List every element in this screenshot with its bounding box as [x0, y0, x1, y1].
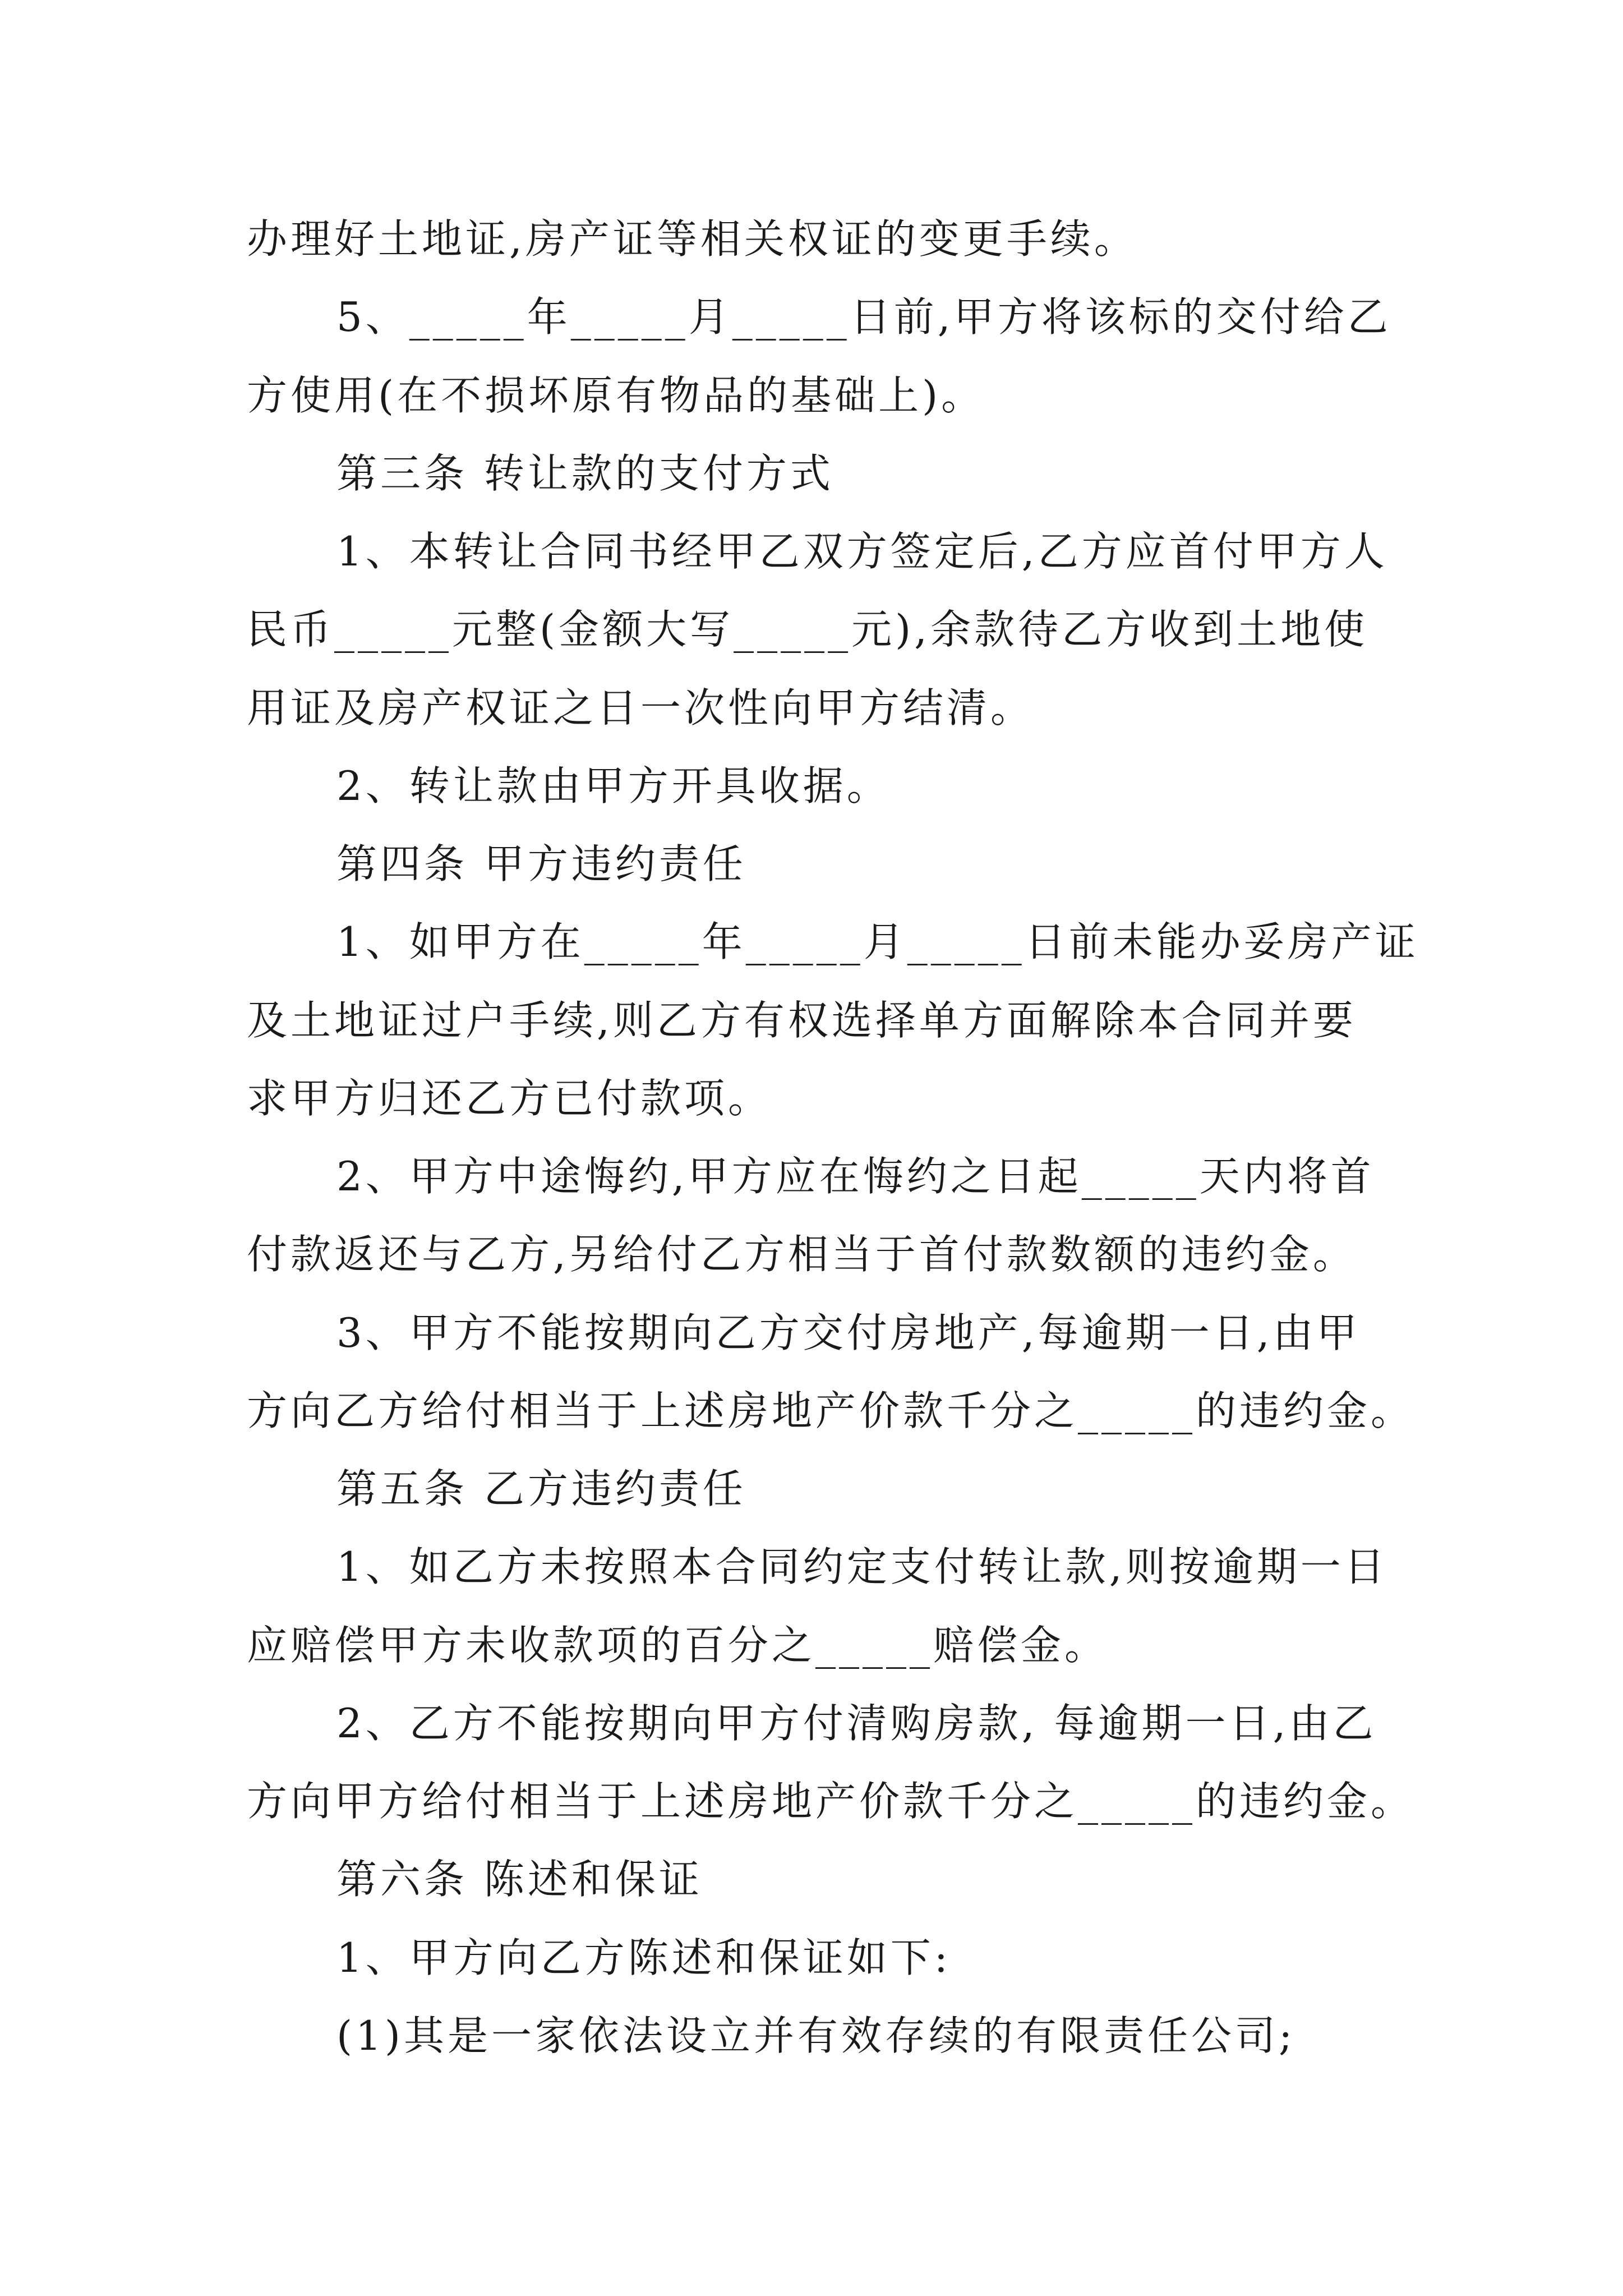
text-line: 付款返还与乙方,另给付乙方相当于首付款数额的违约金。: [247, 1231, 1357, 1278]
section-heading: 第六条 陈述和保证: [336, 1856, 703, 1903]
section-heading: 第五条 乙方违约责任: [336, 1465, 746, 1512]
text-line: 1、甲方向乙方陈述和保证如下:: [336, 1934, 952, 1981]
text-line: 方使用(在不损坏原有物品的基础上)。: [247, 372, 985, 419]
text-line: 用证及房产权证之日一次性向甲方结清。: [247, 684, 1035, 731]
text-line: (1)其是一家依法设立并有效存续的有限责任公司;: [336, 2012, 1296, 2059]
text-line: 1、如甲方在_____年_____月_____日前未能办妥房产证: [336, 918, 1419, 965]
text-line: 1、如乙方未按照本合同约定支付转让款,则按逾期一日: [336, 1543, 1388, 1590]
text-line: 民币_____元整(金额大写_____元),余款待乙方收到土地使: [247, 606, 1368, 653]
text-line: 办理好土地证,房产证等相关权证的变更手续。: [247, 215, 1138, 263]
text-line: 方向乙方给付相当于上述房地产价款千分之_____的违约金。: [247, 1387, 1415, 1434]
text-line: 2、转让款由甲方开具收据。: [336, 762, 891, 809]
text-line: 3、甲方不能按期向乙方交付房地产,每逾期一日,由甲: [336, 1309, 1361, 1356]
text-line: 应赔偿甲方未收款项的百分之_____赔偿金。: [247, 1622, 1109, 1669]
text-line: 5、_____年_____月_____日前,甲方将该标的交付给乙: [336, 293, 1391, 341]
section-heading: 第四条 甲方违约责任: [336, 840, 746, 887]
text-line: 2、乙方不能按期向甲方付清购房款, 每逾期一日,由乙: [336, 1700, 1377, 1747]
text-line: 及土地证过户手续,则乙方有权选择单方面解除本合同并要: [247, 997, 1357, 1044]
text-line: 求甲方归还乙方已付款项。: [247, 1075, 772, 1122]
text-line: 方向甲方给付相当于上述房地产价款千分之_____的违约金。: [247, 1778, 1415, 1825]
section-heading: 第三条 转让款的支付方式: [336, 450, 834, 497]
text-line: 1、本转让合同书经甲乙双方签定后,乙方应首付甲方人: [336, 528, 1388, 575]
text-line: 2、甲方中途悔约,甲方应在悔约之日起_____天内将首: [336, 1153, 1375, 1200]
